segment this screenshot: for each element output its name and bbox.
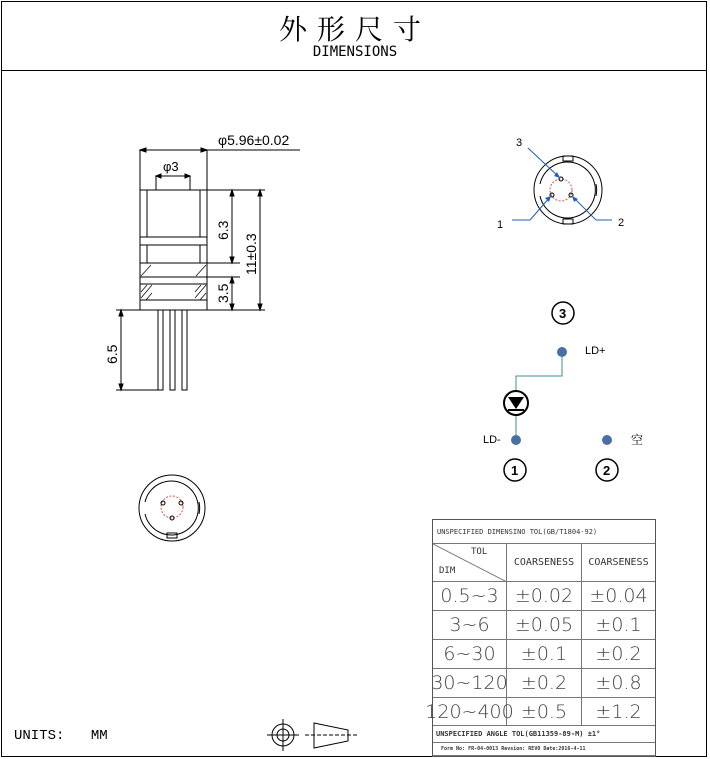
tolerance-row: 120~400 ±0.5 ±1.2 <box>433 698 655 726</box>
col-coarseness-2: COARSENESS <box>588 557 649 568</box>
ld-plus-label: LD+ <box>585 345 606 357</box>
ld-minus-label: LD- <box>483 434 501 446</box>
tolerance-row: 30~120 ±0.2 ±0.8 <box>433 669 655 698</box>
projection-symbol-icon <box>267 719 357 751</box>
schematic-pin1-label: 1 <box>511 463 519 478</box>
pin-view-top <box>512 148 612 224</box>
angle-tolerance-row: UNSPECIFIED ANGLE TOL(GB11359-89-M) ±1° <box>433 726 655 743</box>
total-height-label: 11±0.3 <box>243 233 259 275</box>
outer-diameter-label: φ5.96±0.02 <box>218 132 290 148</box>
tolerance-row: 3~6 ±0.05 ±0.1 <box>433 611 655 640</box>
schematic-pin3-label: 3 <box>559 306 567 321</box>
lead-length-label: 6.5 <box>104 344 120 364</box>
page-title-en: DIMENSIONS <box>312 44 398 60</box>
units-value: MM <box>90 728 108 744</box>
pin1-dot <box>511 435 521 445</box>
inner-diameter-label: φ3 <box>163 159 179 174</box>
diag-tol-label: TOL <box>471 547 488 557</box>
pin-view-label-2: 2 <box>618 217 625 229</box>
base-height-label: 3.5 <box>215 283 231 303</box>
units-label: UNITS: <box>14 728 65 744</box>
cap-height-label: 6.3 <box>215 220 231 240</box>
tolerance-row: 0.5~3 ±0.02 ±0.04 <box>433 582 655 611</box>
col-coarseness-1: COARSENESS <box>507 544 582 581</box>
pin-view-label-3: 3 <box>516 137 523 149</box>
pin-view-label-1: 1 <box>497 219 504 231</box>
diag-dim-label: DIM <box>439 566 456 576</box>
bottom-view <box>139 475 205 541</box>
schematic <box>504 302 618 481</box>
pin2-dot <box>602 435 612 445</box>
tolerance-row: 6~30 ±0.1 ±0.2 <box>433 640 655 669</box>
tolerance-table-heading: UNSPECIFIED DIMENSINO TOL(GB/T1804-92) <box>433 520 655 544</box>
units-note <box>14 728 108 744</box>
page-title-cn: 外形尺寸 <box>278 13 431 46</box>
tolerance-table <box>425 519 656 757</box>
schematic-pin2-label: 2 <box>603 463 611 478</box>
tolerance-table-columns <box>433 544 655 582</box>
empty-pin-label: 空 <box>631 433 644 447</box>
pin3-dot <box>557 347 567 357</box>
side-view <box>116 148 300 390</box>
form-number-row: Form No: FR-04-0013 Revsion: REVO Date:2016-4-11 <box>433 743 655 756</box>
diag-header-cell <box>433 544 507 581</box>
